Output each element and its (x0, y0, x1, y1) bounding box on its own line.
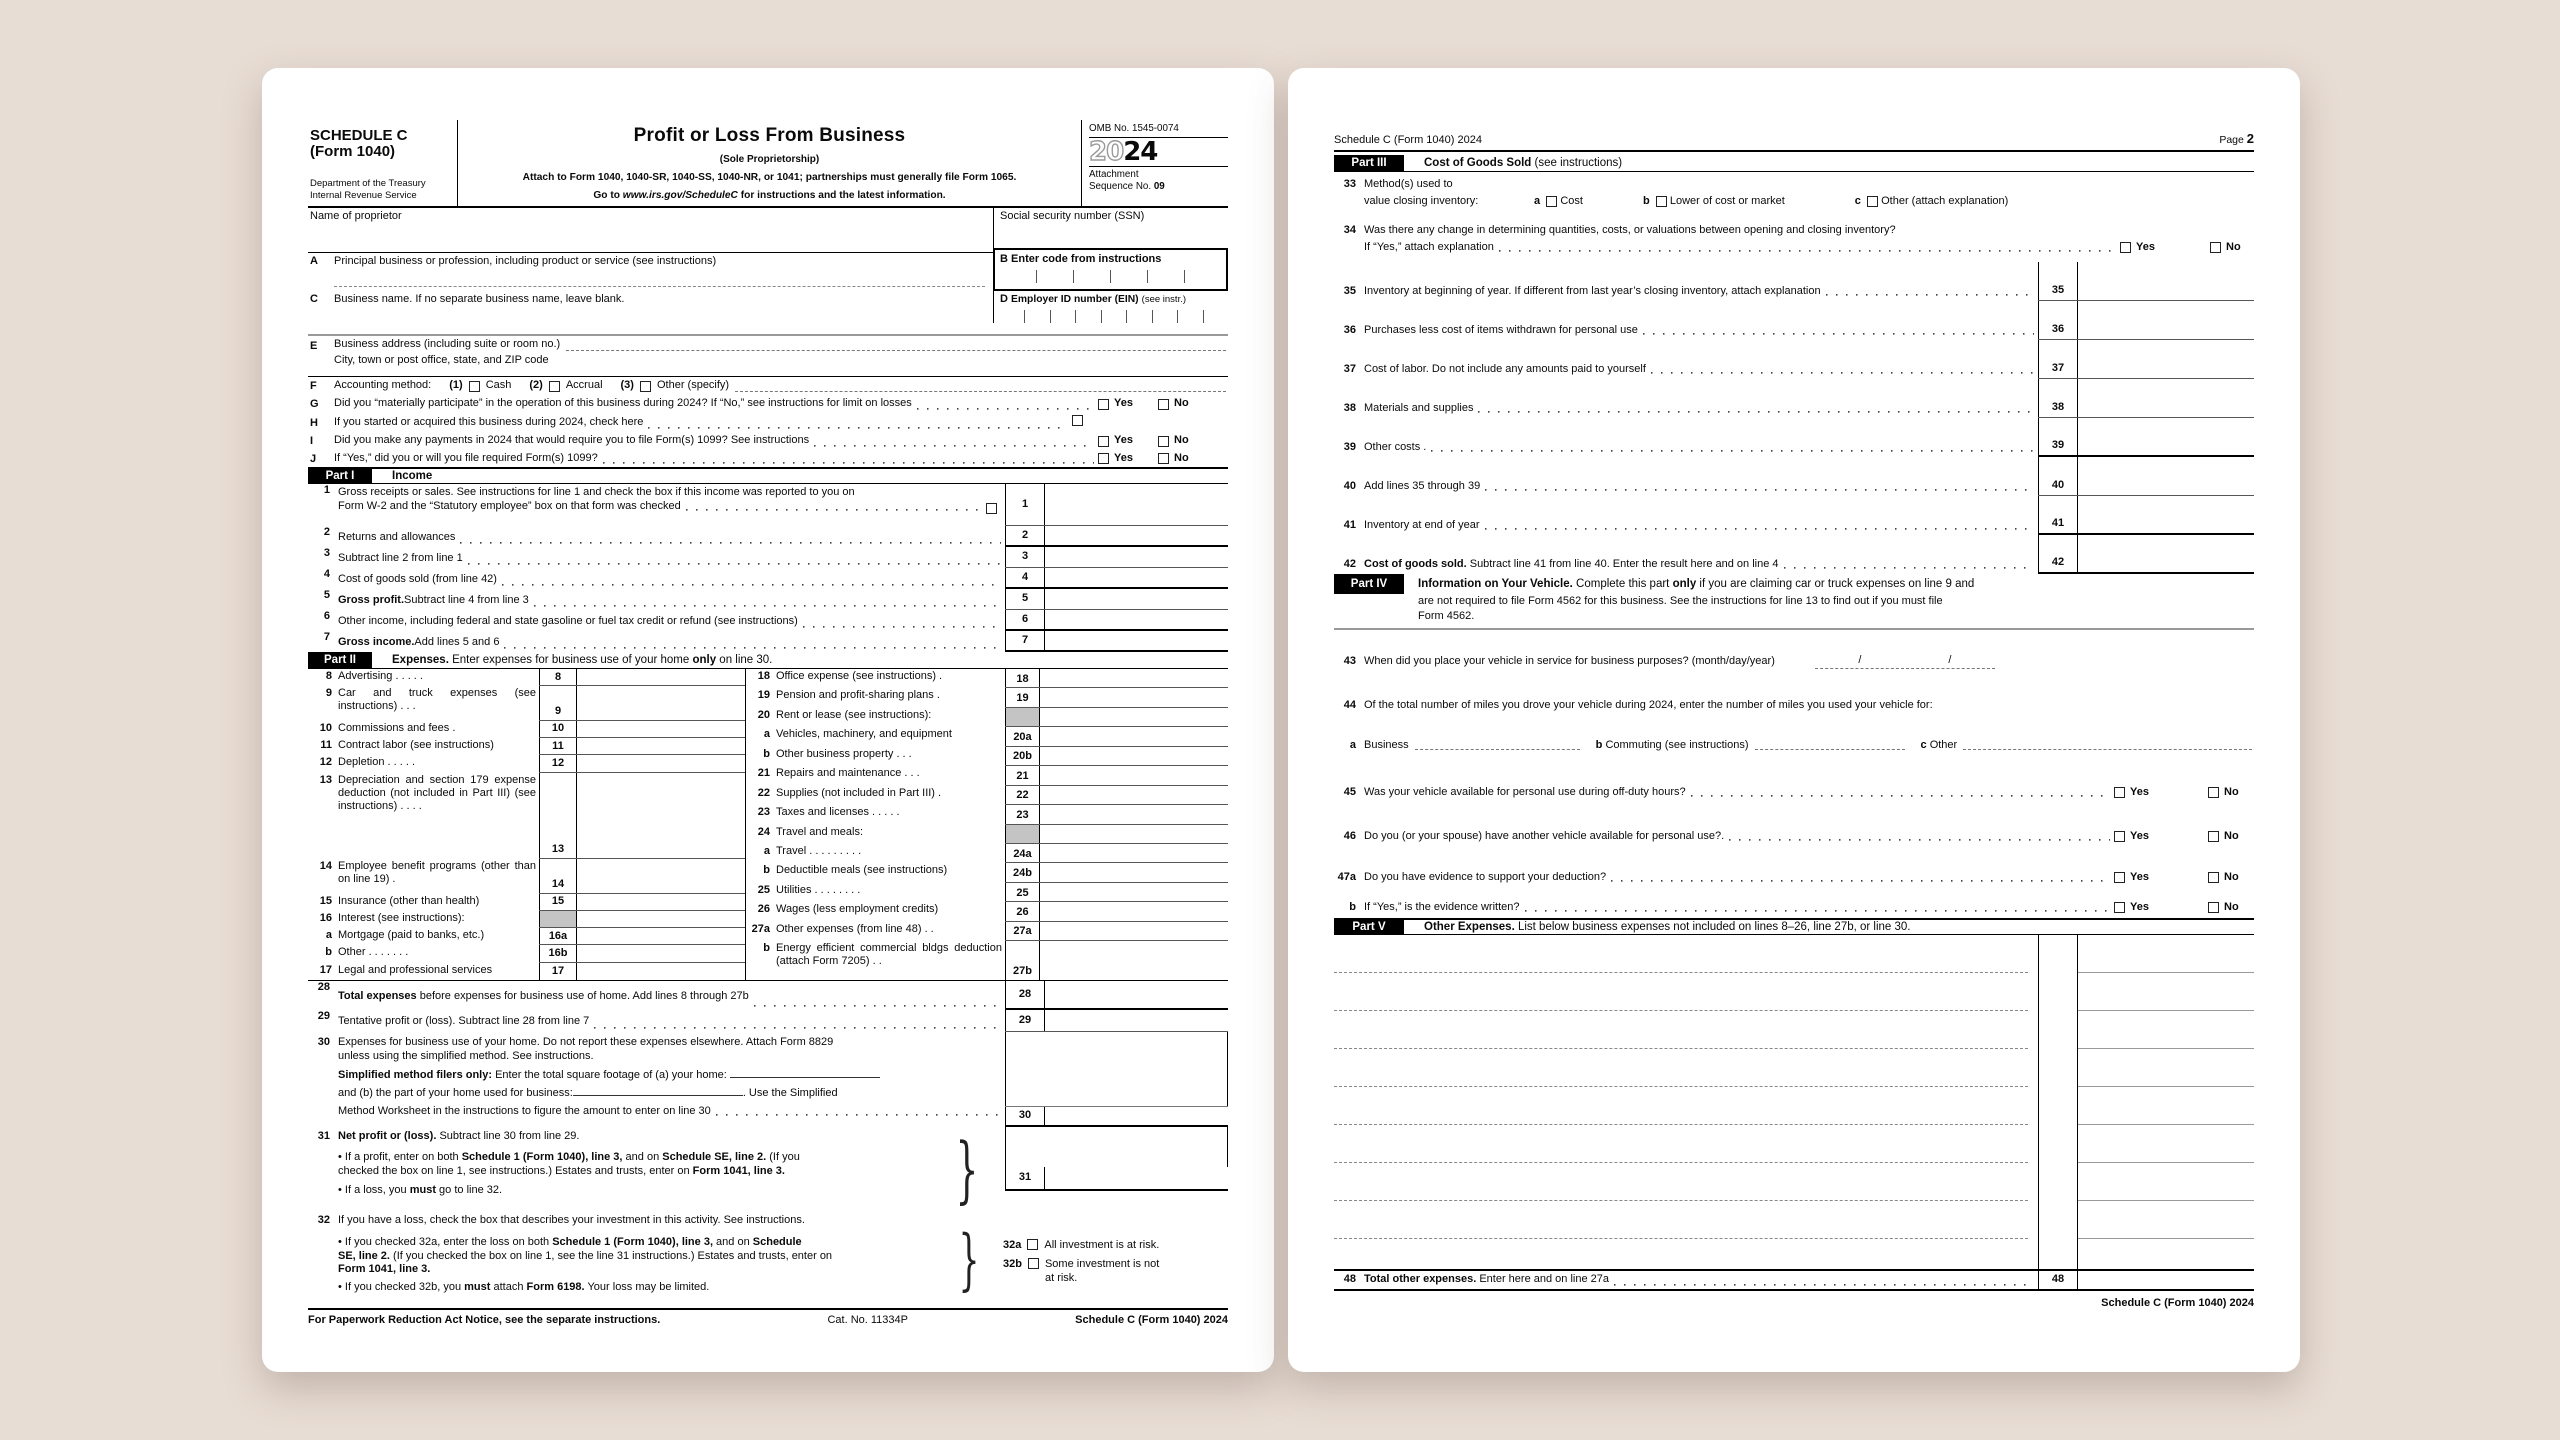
other-inventory-checkbox[interactable] (1867, 196, 1878, 207)
cogs-row: 39 Other costs . 39 (1334, 418, 2254, 457)
line-34: 34 Was there any change in determining quantities, costs, or valuations between opening and closing inventory? If “Yes,” attach explanation Yes No (1343, 224, 2241, 253)
vehicle-questions (1334, 759, 2254, 918)
expense-description-field[interactable] (1334, 1201, 2028, 1239)
expense-description-field[interactable] (1334, 1087, 2028, 1125)
cash-checkbox[interactable] (469, 381, 480, 392)
line-b-code-box[interactable]: B Enter code from instructions (993, 248, 1228, 291)
income-row: 4 Cost of goods sold (from line 42) 4 (308, 568, 1228, 589)
line-f-row: F Accounting method: (1) Cash (2) Accrual (3) Other (specify) (308, 377, 1228, 395)
amount-cell[interactable] (2078, 973, 2254, 1011)
brace-32: } (958, 1221, 980, 1298)
expense-row: 16 Interest (see instructions): (308, 911, 745, 928)
line-43: 43 When did you place your vehicle in service for business purposes? (month/day/year) / / (1334, 630, 2254, 677)
income-row: 7 Gross income. Add lines 5 and 6 7 (308, 631, 1228, 652)
amount-cell-29[interactable] (1045, 1010, 1228, 1031)
part-4-section: Part IV Information on Your Vehicle. Complete this part only if you are claiming car or truck expenses on line 9 and are not required to file Form 4562 for this business. See the instructions for line 13 to find out if you must file Form 4562. (1334, 574, 2254, 630)
form-number: (Form 1040) (310, 142, 396, 160)
34-no-checkbox[interactable] (2210, 242, 2221, 253)
income-row: 3 Subtract line 2 from line 1 3 (308, 547, 1228, 568)
page-2-footer: Schedule C (Form 1040) 2024 (2101, 1296, 2254, 1309)
other-expense-row (1334, 973, 2254, 1011)
amount-cell[interactable] (1040, 922, 1228, 940)
page-2-header: Schedule C (Form 1040) 2024 Page 2 (1334, 120, 2254, 152)
amount-cell[interactable] (577, 686, 745, 720)
irs-label: Internal Revenue Service (310, 190, 417, 202)
g-no-checkbox[interactable] (1158, 399, 1169, 410)
expense-row: b Other business property . . . 20b (746, 747, 1228, 766)
32b-checkbox[interactable] (1028, 1258, 1039, 1269)
amount-cell[interactable] (1040, 863, 1228, 881)
amount-cell[interactable] (1045, 526, 1228, 545)
34-yes-checkbox[interactable] (2120, 242, 2131, 253)
no-checkbox[interactable] (2208, 831, 2219, 842)
cogs-row: 42 Cost of goods sold. Subtract line 41 from line 40. Enter the result here and on line 4 42 (1334, 535, 2254, 574)
amount-cell[interactable] (2078, 1011, 2254, 1049)
other-expense-row (1334, 1087, 2254, 1125)
cogs-rows (1334, 262, 2254, 574)
amount-cell[interactable] (577, 773, 745, 858)
tax-year: 2024 (1089, 138, 1228, 167)
expense-row: a Vehicles, machinery, and equipment 20a (746, 727, 1228, 746)
vehicle-question-row: 47a Do you have evidence to support your deduction? Yes No (1337, 870, 2239, 883)
amount-cell[interactable] (2078, 1163, 2254, 1201)
goto-instruction: Go to www.irs.gov/ScheduleC for instructions and the latest information. (593, 190, 946, 202)
other-expense-row (1334, 1049, 2254, 1087)
other-expense-row (1334, 1163, 2254, 1201)
amount-cell[interactable] (2078, 340, 2254, 378)
expense-row: 11 Contract labor (see instructions) 11 (308, 738, 745, 755)
amount-cell[interactable] (2078, 496, 2254, 533)
expense-row: 24 Travel and meals: (746, 825, 1228, 844)
no-checkbox[interactable] (2208, 787, 2219, 798)
expense-row: 17 Legal and professional services 17 (308, 963, 745, 980)
amount-cell[interactable] (2078, 935, 2254, 973)
other-expense-row (1334, 1201, 2254, 1239)
expense-row: 9 Car and truck expenses (see instructions) . . . 9 (308, 686, 745, 721)
amount-cell[interactable] (577, 945, 745, 961)
yes-checkbox[interactable] (2114, 872, 2125, 883)
proprietor-name-field[interactable]: Name of proprietor (310, 210, 402, 222)
expense-description-field[interactable] (1334, 1011, 2028, 1049)
amount-cell[interactable] (2078, 418, 2254, 455)
expense-row: b Other . . . . . . . 16b (308, 945, 745, 962)
other-method-write-line[interactable] (735, 380, 1226, 392)
page-title: Profit or Loss From Business (633, 125, 906, 146)
page-subtitle: (Sole Proprietorship) (719, 153, 820, 165)
amount-cell-30[interactable] (1045, 1107, 1228, 1125)
other-expense-row (1334, 1125, 2254, 1163)
attach-instruction: Attach to Form 1040, 1040-SR, 1040-SS, 1040-NR, or 1041; partnerships must generally file Form 1065. (522, 171, 1017, 183)
amount-cell[interactable] (2078, 301, 2254, 339)
amount-cell[interactable] (1045, 610, 1228, 629)
expense-description-field[interactable] (1334, 1049, 2028, 1087)
cogs-row: 38 Materials and supplies 38 (1334, 379, 2254, 418)
expense-row: 25 Utilities . . . . . . . . 25 (746, 883, 1228, 902)
amount-cell[interactable] (1045, 568, 1228, 587)
amount-cell[interactable] (1040, 669, 1228, 687)
irs-url: www.irs.gov/ScheduleC (622, 190, 738, 202)
brace-31: } (955, 1127, 979, 1211)
i-no-checkbox[interactable] (1158, 436, 1169, 447)
amount-cell[interactable] (1040, 844, 1228, 862)
amount-cell[interactable] (1040, 805, 1228, 823)
expense-description-field[interactable] (1334, 1163, 2028, 1201)
home-sqft-field[interactable] (730, 1077, 880, 1078)
cogs-row: 40 Add lines 35 through 39 40 (1334, 457, 2254, 496)
expense-row: 10 Commissions and fees . 10 (308, 721, 745, 738)
h-checkbox[interactable] (1072, 415, 1083, 426)
expense-row: 20 Rent or lease (see instructions): (746, 708, 1228, 727)
schedule-c-page-2 (1288, 68, 2300, 1372)
other-expenses-rows (1334, 935, 2254, 1239)
expense-row: 23 Taxes and licenses . . . . . 23 (746, 805, 1228, 824)
amount-cell[interactable] (2078, 1125, 2254, 1163)
amount-cell[interactable] (577, 963, 745, 980)
yes-checkbox[interactable] (2114, 831, 2125, 842)
line-c-field[interactable]: Business name. If no separate business name, leave blank. (334, 293, 625, 305)
lower-cost-checkbox[interactable] (1656, 196, 1667, 207)
income-rows (308, 526, 1228, 652)
amount-cell[interactable] (1040, 883, 1228, 901)
income-row-1: 1 Gross receipts or sales. See instructions for line 1 and check the box if this income was reported to you on Form W-2 and the “Statutory employee” box on that form was checked 1 (308, 484, 1228, 526)
amount-cell[interactable] (1040, 902, 1228, 920)
amount-cell[interactable] (1040, 825, 1228, 843)
attachment-sequence: Attachment Sequence No. 09 (1089, 169, 1165, 192)
income-row: 6 Other income, including federal and state gasoline or fuel tax credit or refund (see instructions) 6 (308, 610, 1228, 631)
amount-cell[interactable] (577, 859, 745, 893)
line-j-row: J If “Yes,” did you or will you file required Form(s) 1099? Yes No (310, 451, 1189, 465)
expense-row: 12 Depletion . . . . . 12 (308, 755, 745, 772)
line-h-row: H If you started or acquired this business during 2024, check here (308, 413, 1228, 432)
amount-cell[interactable] (577, 755, 745, 771)
j-no-checkbox[interactable] (1158, 453, 1169, 464)
expense-row: 18 Office expense (see instructions) . 18 (746, 669, 1228, 688)
g-yes-checkbox[interactable] (1098, 399, 1109, 410)
expense-description-field[interactable] (1334, 1125, 2028, 1163)
form-header (308, 120, 1228, 208)
amount-cell[interactable] (577, 928, 745, 944)
amount-cell[interactable] (577, 669, 745, 685)
expense-description-field[interactable] (1334, 973, 2028, 1011)
amount-cell[interactable] (2078, 262, 2254, 300)
amount-cell-48[interactable] (2078, 1271, 2254, 1289)
32a-checkbox[interactable] (1027, 1239, 1038, 1250)
other-expense-row (1334, 935, 2254, 973)
row-28: 28 Total expenses before expenses for business use of home. Add lines 8 through 27b 28 (308, 981, 1228, 1010)
amount-cell[interactable] (2078, 1201, 2254, 1239)
part-2-bar: Part II Expenses. Enter expenses for business use of your home only on line 30. (308, 652, 1228, 669)
amount-cell[interactable] (1045, 631, 1228, 650)
amount-cell[interactable] (1040, 766, 1228, 784)
other-method-checkbox[interactable] (640, 381, 651, 392)
no-checkbox[interactable] (2208, 902, 2219, 913)
expense-row: 22 Supplies (not included in Part III) . 22 (746, 786, 1228, 805)
amount-cell[interactable] (1040, 727, 1228, 745)
accrual-checkbox[interactable] (549, 381, 560, 392)
expense-row: 13 Depreciation and section 179 expense deduction (not included in Part III) (see instructions) . . . . 13 (308, 773, 745, 859)
line-c-row: C Business name. If no separate business name, leave blank. D Employer ID number (EIN) (see instr.) (308, 291, 1228, 336)
ssn-field[interactable]: Social security number (SSN) (993, 208, 1228, 252)
business-sqft-field[interactable] (573, 1095, 743, 1096)
line-44: 44 Of the total number of miles you drove your vehicle during 2024, enter the number of miles you used your vehicle for: (1343, 698, 1933, 711)
amount-cell[interactable] (2078, 1087, 2254, 1125)
j-yes-checkbox[interactable] (1098, 453, 1109, 464)
page-1-footer: For Paperwork Reduction Act Notice, see the separate instructions. Cat. No. 11334P Schedule C (Form 1040) 2024 (308, 1308, 1228, 1328)
business-miles-field[interactable] (1415, 738, 1580, 750)
line-a-row: A Principal business or profession, including product or service (see instructions) B Enter code from instructions (308, 253, 1228, 291)
cogs-row: 37 Cost of labor. Do not include any amounts paid to yourself 37 (1334, 340, 2254, 379)
other-expense-row (1334, 1011, 2254, 1049)
dept-label: Department of the Treasury (310, 178, 426, 190)
schedule-c-page-1 (262, 68, 1274, 1372)
vehicle-question-row: 45 Was your vehicle available for personal use during off-duty hours? Yes No (1343, 785, 2239, 798)
omb-number: OMB No. 1545-0074 (1089, 123, 1228, 138)
expense-row: 8 Advertising . . . . . 8 (308, 669, 745, 686)
yes-checkbox[interactable] (2114, 902, 2125, 913)
name-ssn-row (308, 208, 1228, 253)
expense-row: b Energy efficient commercial bldgs deduction (attach Form 7205) . . 27b (746, 941, 1228, 980)
expense-row: 19 Pension and profit-sharing plans . 19 (746, 688, 1228, 707)
expense-row: a Travel . . . . . . . . . 24a (746, 844, 1228, 863)
line-e-row: E Business address (including suite or room no.) City, town or post office, state, and ZIP code (308, 336, 1228, 377)
amount-cell[interactable] (1040, 747, 1228, 765)
at-risk-options: 32a All investment is at risk. 32b Some investment is not at risk. (1003, 1239, 1160, 1284)
part-5-bar: Part V Other Expenses. List below business expenses not included on lines 8–26, line 27b, or line 30. (1334, 918, 2254, 935)
line-d-ein-box[interactable]: D Employer ID number (EIN) (see instr.) (993, 291, 1228, 323)
row-29: 29 Tentative profit or (loss). Subtract line 28 from line 7 29 (308, 1010, 1228, 1032)
expense-row: 26 Wages (less employment credits) 26 (746, 902, 1228, 921)
schedule-label: SCHEDULE C (310, 127, 408, 144)
expenses-left-column (308, 669, 745, 980)
vehicle-question-row: b If “Yes,” is the evidence written? Yes No (1349, 900, 2239, 913)
address-write-line[interactable] (566, 339, 1226, 351)
vehicle-question-row: 46 Do you (or your spouse) have another vehicle available for personal use?. Yes No (1343, 829, 2239, 842)
income-row: 2 Returns and allowances 2 (308, 526, 1228, 547)
line-a-field[interactable]: Principal business or profession, including product or service (see instructions) (334, 253, 985, 287)
row-30: 30 Expenses for business use of your home. Do not report these expenses elsewhere. Attach Form 8829 unless using the simplified method. See instructions. Simplified method filers only: Enter the total square footage of (a) your home: and (b) the part of your home used for business: . Use the Simplified Method Worksheet in the instructions to figure the amount to enter on line 30 30 (308, 1032, 1228, 1127)
row-32: 32 If you have a loss, check the box that describes your investment in this activity. See instructions. • If you checked 32a, enter the loss on both Schedule 1 (Form 1040), line 3, and on Schedule SE, line 2. (If you checked the box on line 1, see the line 31 instructions.) Estates and trusts, enter on Form 1041, line 3. • If you checked 32b, you must attach Form 6198. Your loss may be limited. } 32a All investment is at risk. 32b Some investment is not at risk. (308, 1209, 1228, 1302)
amount-cell-31[interactable] (1045, 1167, 1228, 1189)
amount-cell[interactable] (1045, 589, 1228, 609)
other-expense-blank-row (1334, 1239, 2254, 1269)
expense-row: b Deductible meals (see instructions) 24b (746, 863, 1228, 882)
ein-ticks (1000, 310, 1228, 323)
part-1-bar: Part I Income (308, 467, 1228, 484)
amount-cell[interactable] (2078, 1049, 2254, 1087)
amount-cell[interactable] (577, 911, 745, 927)
amount-cell[interactable] (2078, 379, 2254, 417)
expense-row: 21 Repairs and maintenance . . . 21 (746, 766, 1228, 785)
amount-cell[interactable] (1040, 708, 1228, 726)
business-code-ticks (1000, 270, 1221, 283)
part-3-bar: Part III Cost of Goods Sold (see instructions) (1334, 155, 2254, 172)
amount-cell[interactable] (2078, 457, 2254, 495)
amount-cell[interactable] (577, 721, 745, 737)
amount-cell[interactable] (577, 738, 745, 754)
amount-cell-1[interactable] (1045, 484, 1228, 525)
expenses-right-column (745, 669, 1228, 980)
expenses-table (308, 669, 1228, 981)
cost-checkbox[interactable] (1546, 196, 1557, 207)
amount-cell[interactable] (1045, 547, 1228, 567)
amount-cell-28[interactable] (1045, 981, 1228, 1008)
statutory-employee-checkbox[interactable] (986, 503, 997, 514)
cogs-row: 35 Inventory at beginning of year. If different from last year’s closing inventory, attach explanation 35 (1334, 262, 2254, 301)
commuting-miles-field[interactable] (1755, 738, 1905, 750)
expense-row: a Mortgage (paid to banks, etc.) 16a (308, 928, 745, 945)
expense-row: 27a Other expenses (from line 48) . . 27a (746, 922, 1228, 941)
amount-cell[interactable] (1040, 786, 1228, 804)
no-checkbox[interactable] (2208, 872, 2219, 883)
amount-cell[interactable] (2078, 535, 2254, 572)
i-yes-checkbox[interactable] (1098, 436, 1109, 447)
amount-cell[interactable] (1040, 941, 1228, 980)
expense-row: 14 Employee benefit programs (other than on line 19) . 14 (308, 859, 745, 894)
amount-cell[interactable] (577, 894, 745, 910)
line-33: 33 Method(s) used to value closing inventory: a Cost b Lower of cost or market c Other (attach explanation) (1343, 178, 2009, 207)
income-row: 5 Gross profit. Subtract line 4 from line 3 5 (308, 589, 1228, 610)
vehicle-date-field[interactable]: / / (1815, 654, 1995, 669)
cogs-row: 41 Inventory at end of year 41 (1334, 496, 2254, 535)
catalog-number: Cat. No. 11334P (827, 1314, 908, 1326)
amount-cell[interactable] (1040, 688, 1228, 706)
line-48: 48 Total other expenses. Enter here and on line 27a 48 (1334, 1269, 2254, 1291)
expense-description-field[interactable] (1334, 935, 2028, 973)
expense-row: 15 Insurance (other than health) 15 (308, 894, 745, 911)
row-31: 31 Net profit or (loss). Subtract line 30 from line 29. • If a profit, enter on both Schedule 1 (Form 1040), line 3, and on Schedule SE, line 2. (If you checked the box on line 1, see instructions.) Estates and trusts, enter on Form 1041, line 3. • If a loss, you must go to line 32. } 31 (308, 1127, 1228, 1209)
yes-checkbox[interactable] (2114, 787, 2125, 798)
line-g-row: G Did you “materially participate” in the operation of this business during 2024? If “No,” see instructions for limit on losses Yes No (310, 397, 1189, 411)
cogs-row: 36 Purchases less cost of items withdrawn for personal use 36 (1334, 301, 2254, 340)
other-miles-field[interactable] (1963, 738, 2252, 750)
line-i-row: I Did you make any payments in 2024 that would require you to file Form(s) 1099? See instructions Yes No (310, 434, 1189, 448)
line-44-abc: a Business b Commuting (see instructions) c Other (1334, 719, 2254, 759)
